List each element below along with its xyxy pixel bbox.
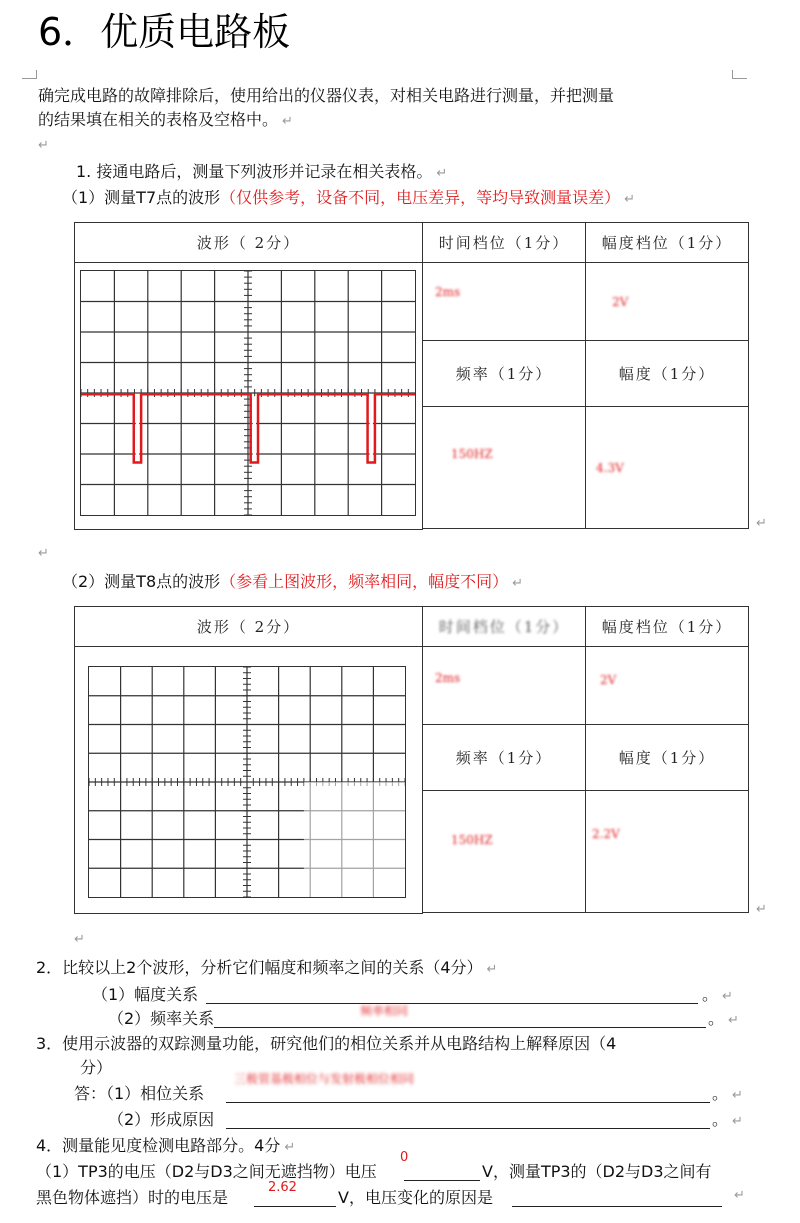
- tp3-voltage-blocked-answer: 2.62: [268, 1180, 297, 1195]
- intro-line-1: 确完成电路的故障排除后，使用给出的仪器仪表，对相关电路进行测量，并把测量: [38, 86, 615, 105]
- question-3-b-label: （2）形成原因: [108, 1110, 215, 1129]
- oscilloscope-grid-t7: [80, 270, 416, 516]
- waveform-t8-blank: [89, 667, 405, 897]
- waveform-t7: [81, 271, 415, 515]
- question-3-heading-cont: 分）: [80, 1058, 113, 1077]
- pulse-gap: [253, 396, 256, 460]
- frequency-value: 150HZ: [451, 833, 493, 847]
- question-4-heading: 4．测量能见度检测电路部分。4分 ↵: [36, 1136, 296, 1155]
- paragraph-mark: ↵: [38, 546, 49, 561]
- oscilloscope-grid-t8: [88, 666, 406, 898]
- question-4-line-1-b: V，测量TP3的（D2与D3之间有: [482, 1162, 712, 1181]
- question-2-heading: 2．比较以上2个波形，分析它们幅度和频率之间的关系（4分） ↵: [36, 958, 498, 977]
- frequency-header: 频率（1分）: [423, 725, 586, 791]
- pulse-gap: [370, 396, 373, 460]
- end-dot: 。 ↵: [712, 1110, 743, 1129]
- page-corner-mark-right: [732, 70, 747, 79]
- paragraph-mark: ↵: [756, 516, 767, 531]
- answer-blank-cause[interactable]: [226, 1110, 710, 1129]
- amp-div-value: 2V: [600, 673, 617, 687]
- question-1-part-1-label: （1）测量T7点的波形（仅供参考，设备不同，电压差异，等均导致测量误差） ↵: [62, 188, 636, 207]
- question-1-part-2-label: （2）测量T8点的波形（参看上图波形，频率相同，幅度不同） ↵: [62, 572, 524, 591]
- question-4-line-2-a: 黑色物体遮挡）时的电压是: [36, 1188, 229, 1207]
- answer-blank-tp3-unblocked[interactable]: [404, 1162, 480, 1181]
- question-4-line-1-a: （1）TP3的电压（D2与D3之间无遮挡物）电压: [36, 1162, 377, 1181]
- answer-blank-amplitude-relation[interactable]: [206, 985, 698, 1004]
- amp-div-header: 幅度档位（1分）: [586, 607, 749, 647]
- page-corner-mark-left: [22, 70, 37, 79]
- page-title: 6．优质电路板: [38, 10, 291, 54]
- amplitude-value: 2.2V: [592, 827, 620, 841]
- frequency-relation-answer: 频率相同: [360, 1004, 409, 1018]
- answer-blank-voltage-change-reason[interactable]: [512, 1188, 722, 1207]
- frequency-header: 频率（1分）: [423, 341, 586, 407]
- question-3-heading: 3．使用示波器的双踪测量功能，研究他们的相位关系并从电路结构上解释原因（4: [36, 1034, 617, 1053]
- amplitude-header: 幅度（1分）: [586, 725, 749, 791]
- tp3-voltage-unblocked-answer: 0: [400, 1150, 409, 1165]
- end-dot: 。 ↵: [708, 1009, 739, 1028]
- time-div-value: 2ms: [435, 671, 461, 685]
- question-3-a-label: 答：（1）相位关系: [74, 1084, 205, 1103]
- answer-blank-phase-relation[interactable]: [226, 1084, 710, 1103]
- phase-relation-answer: 三极管基极相位与发射极相位相同: [234, 1072, 415, 1086]
- amp-div-header: 幅度档位（1分）: [586, 223, 749, 263]
- answer-blank-frequency-relation[interactable]: [214, 1009, 706, 1028]
- end-dot: 。 ↵: [702, 985, 733, 1004]
- pulse-gap: [136, 396, 139, 460]
- question-4-line-2-b: V，电压变化的原因是: [338, 1188, 493, 1207]
- amp-div-value: 2V: [612, 295, 629, 309]
- question-1-heading: 1. 接通电路后，测量下列波形并记录在相关表格。 ↵: [76, 162, 448, 181]
- intro-line-2: 的结果填在相关的表格及空格中。 ↵: [38, 110, 293, 129]
- time-div-header: 时间档位（1分）: [438, 618, 570, 636]
- paragraph-mark: ↵: [38, 138, 49, 153]
- paragraph-mark: ↵: [74, 932, 85, 947]
- question-2-b-label: （2）频率关系: [108, 1009, 215, 1028]
- frequency-value: 150HZ: [451, 447, 493, 461]
- end-dot: 。 ↵: [712, 1084, 743, 1103]
- time-div-header: 时间档位（1分）: [423, 223, 586, 263]
- blur-overlay: [304, 782, 405, 897]
- question-2-a-label: （1）幅度关系: [92, 985, 199, 1004]
- amplitude-value: 4.3V: [596, 461, 624, 475]
- amplitude-header: 幅度（1分）: [586, 341, 749, 407]
- paragraph-mark: ↵: [756, 902, 767, 917]
- waveform-header: 波形（ 2分）: [75, 607, 423, 647]
- time-div-value: 2ms: [435, 285, 461, 299]
- paragraph-mark: ↵: [734, 1188, 745, 1203]
- waveform-header: 波形（ 2分）: [75, 223, 423, 263]
- answer-blank-tp3-blocked[interactable]: [254, 1188, 336, 1207]
